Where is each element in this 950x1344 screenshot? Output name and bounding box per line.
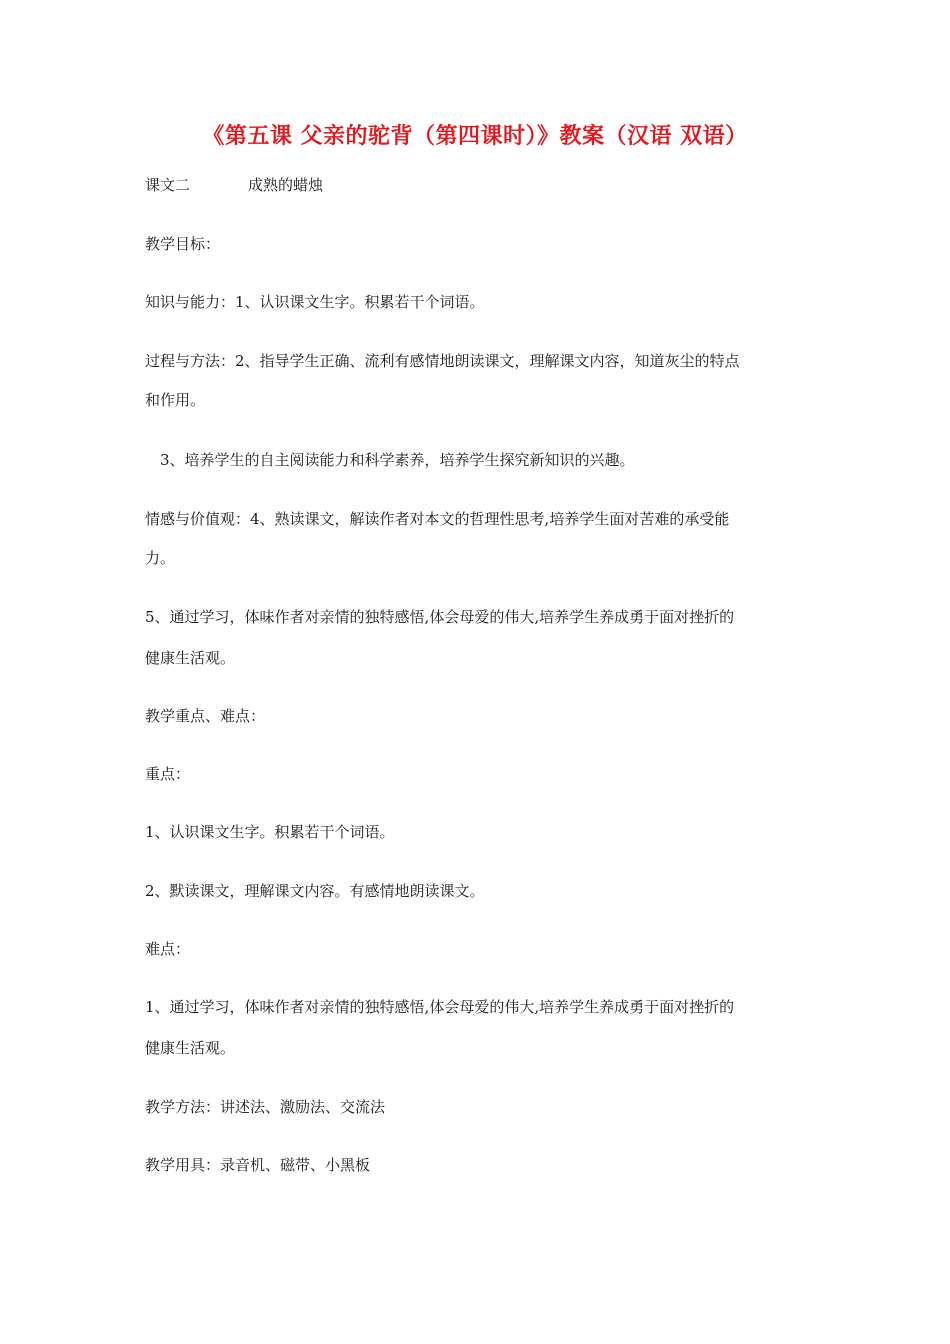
goal-item-5-line-2: 健康生活观。 — [145, 649, 236, 667]
difficult-point-1-line-2: 健康生活观。 — [145, 1039, 236, 1057]
lesson-number: 课文二 — [145, 176, 191, 194]
teaching-tools: 教学用具：录音机、磁带、小黑板 — [145, 1156, 371, 1174]
key-point-2: 2、默读课文，理解课文内容。有感情地朗读课文。 — [145, 882, 485, 900]
key-points-heading: 重点： — [145, 765, 191, 783]
key-point-1: 1、认识课文生字。积累若干个词语。 — [145, 823, 395, 841]
document-title: 《第五课 父亲的驼背（第四课时）》教案（汉语 双语） — [202, 124, 748, 149]
goal-item-5-line-1: 5、通过学习，体味作者对亲情的独特感悟,体会母爱的伟大,培养学生养成勇于面对挫折的 — [145, 608, 735, 626]
teaching-goals-heading: 教学目标： — [145, 235, 221, 253]
difficult-point-1-line-1: 1、通过学习，体味作者对亲情的独特感悟,体会母爱的伟大,培养学生养成勇于面对挫折的 — [145, 998, 735, 1016]
goal-emotion-line-2: 力。 — [145, 549, 176, 567]
key-difficult-heading: 教学重点、难点： — [145, 707, 266, 725]
lesson-heading — [145, 175, 815, 195]
goal-process-item-3: 3、培养学生的自主阅读能力和科学素养，培养学生探究新知识的兴趣。 — [160, 451, 635, 469]
teaching-methods: 教学方法：讲述法、激励法、交流法 — [145, 1098, 386, 1116]
goal-knowledge: 知识与能力：1、认识课文生字。积累若干个词语。 — [145, 293, 485, 311]
lesson-name: 成熟的蜡烛 — [248, 176, 324, 194]
goal-emotion-line-1: 情感与价值观：4、熟读课文，解读作者对本文的哲理性思考,培养学生面对苦难的承受能 — [145, 510, 730, 528]
goal-process-line-1: 过程与方法：2、指导学生正确、流利有感情地朗读课文，理解课文内容，知道灰尘的特点 — [145, 352, 740, 370]
goal-process-line-2: 和作用。 — [145, 391, 206, 409]
difficult-points-heading: 难点： — [145, 940, 191, 958]
